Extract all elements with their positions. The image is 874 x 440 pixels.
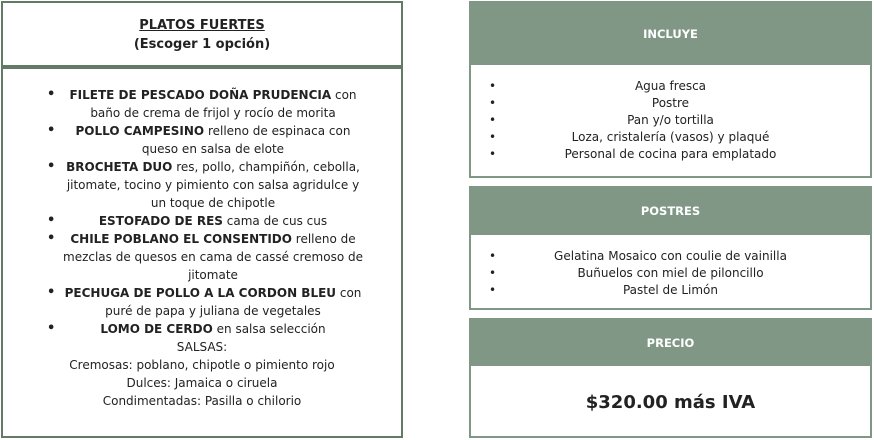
dish-description: con puré de papa y juliana de vegetales [105,286,362,318]
mains-title: PLATOS FUERTES [139,18,265,33]
mains-list-box [1,67,403,438]
dish-description: res, pollo, champiñón, cebolla, jitomate, tocino y pimiento con salsa agridulce y un toque de chipotle [66,160,360,210]
dish-item [23,320,381,338]
incluye-panel [469,1,872,178]
list-item: • Pan y/o tortilla [471,112,870,129]
list-item: • Loza, cristalería (vasos) y plaqué [471,129,870,146]
salsas-title: SALSAS: [176,340,228,354]
list-item: • Pastel de Limón [471,282,870,299]
postres-panel [469,186,872,310]
dish-item [23,230,381,284]
dish-description: cama de cus cus [222,214,328,228]
dish-name: PECHUGA DE POLLO A LA CORDON BLEU [64,286,337,300]
salsa-line: Dulces: Jamaica o ciruela [126,376,278,390]
salsa-line: Cremosas: poblano, chipotle o pimiento rojo [69,358,335,372]
dish-name: FILETE DE PESCADO DOÑA PRUDENCIA [69,88,332,102]
incluye-list [471,65,870,163]
incluye-title: INCLUYE [471,3,870,65]
precio-panel [469,318,872,438]
postres-title: POSTRES [471,188,870,235]
dish-description: relleno de espinaca con queso en salsa de elote [141,124,351,156]
dish-name: BROCHETA DUO [66,160,173,174]
dish-description: relleno de mezclas de quesos en cama de cassé cremoso de jitomate [63,232,363,282]
dish-item [23,86,381,122]
dish-item [23,212,381,230]
mains-list [3,69,401,410]
price-value: $320.00 más IVA [585,392,756,413]
list-item: • Personal de cocina para emplatado [471,146,870,163]
dish-description: con baño de crema de frijol y rocío de morita [90,88,357,120]
precio-title: PRECIO [471,320,870,366]
dish-item [23,284,381,320]
salsa-line: Condimentadas: Pasilla o chilorio [102,394,302,408]
mains-subtitle: (Escoger 1 opción) [133,37,271,52]
list-item: • Buñuelos con miel de piloncillo [471,265,870,282]
dish-item [23,122,381,158]
list-item: • Agua fresca [471,78,870,95]
dish-description: en salsa selección [212,322,326,336]
list-item: • Gelatina Mosaico con coulie de vainilla [471,248,870,265]
dish-name: POLLO CAMPESINO [75,124,205,138]
dish-name: LOMO DE CERDO [100,322,213,336]
dish-item [23,158,381,212]
postres-list [471,235,870,299]
dish-name: ESTOFADO DE RES [98,214,223,228]
list-item: • Postre [471,95,870,112]
dish-name: CHILE POBLANO EL CONSENTIDO [70,232,292,246]
mains-header [1,1,403,67]
